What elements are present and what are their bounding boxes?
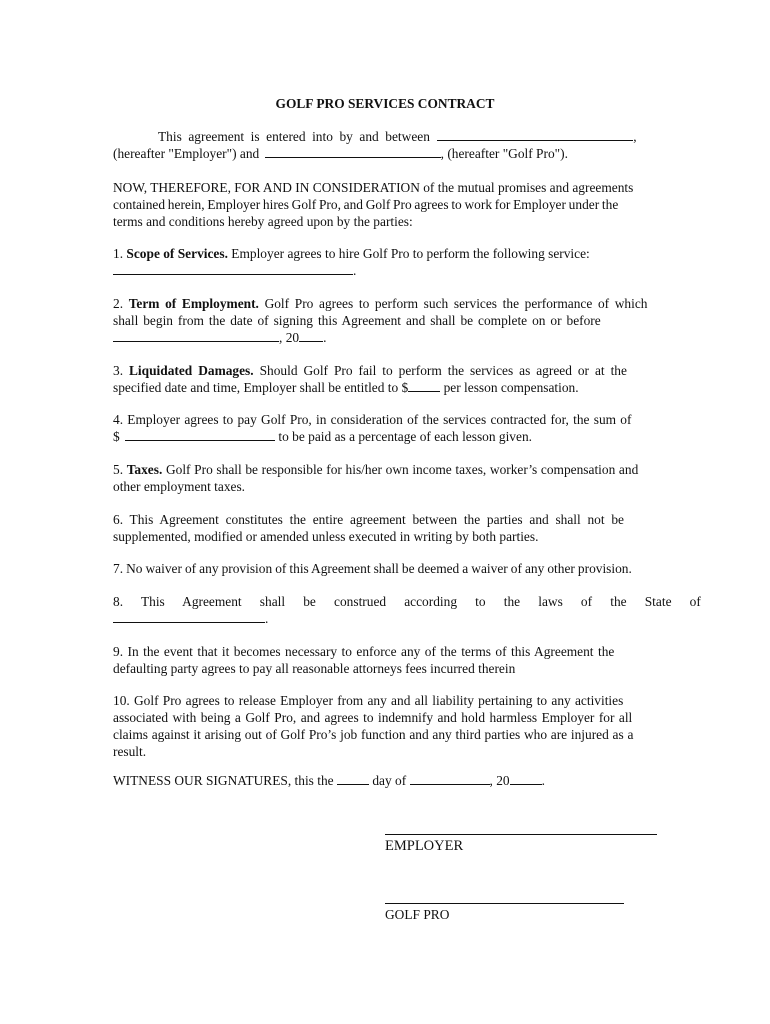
witness-year-prefix: , 20 [489, 773, 510, 788]
clause-4-payment [113, 411, 658, 445]
intro-line2-end: , (hereafter "Golf Pro"). [440, 146, 568, 161]
clause-5-line-2: other employment taxes. [113, 479, 246, 494]
clause-6-line-2: supplemented, modified or amended unless executed in writing by both parties. [113, 529, 539, 544]
clause-2-line-2: shall begin from the date of signing this Agreement and shall be complete on or before [113, 313, 601, 328]
clause-4-dollar: $ [113, 429, 120, 444]
employer-name-blank[interactable] [437, 128, 633, 141]
witness-end: . [541, 773, 545, 788]
clause-9-line-2: defaulting party agrees to pay all reasonable attorneys fees incurred therein [113, 661, 516, 676]
clause-3-line-2-end: per lesson compensation. [443, 380, 579, 395]
clause-6-line-1: 6. This Agreement constitutes the entire agreement between the parties and shall not be [113, 512, 624, 527]
per-lesson-amount-blank[interactable] [408, 379, 440, 392]
clause-2-line-1: Golf Pro agrees to perform such services the performance of which [264, 296, 648, 311]
clause-7-waiver [113, 560, 658, 577]
intro-line2-start: (hereafter "Employer") and [113, 146, 260, 161]
witness-day-blank[interactable] [337, 772, 369, 785]
recital-line-1: NOW, THEREFORE, FOR AND IN CONSIDERATION of the mutual promises and agreements [113, 180, 634, 195]
clause-5-heading: Taxes. [126, 462, 163, 477]
recital-line-3: terms and conditions hereby agreed upon by the parties: [113, 214, 413, 229]
clause-9-enforcement [113, 643, 658, 677]
clause-10-line-4: result. [113, 744, 147, 759]
clause-3-liquidated-damages [113, 362, 658, 396]
clause-2-year-prefix: , 20 [279, 330, 300, 345]
clause-1-heading: Scope of Services. [126, 246, 228, 261]
clause-6-entire-agreement [113, 511, 658, 545]
clause-3-number: 3. [113, 363, 124, 378]
intro-paragraph [113, 128, 658, 162]
witness-line [113, 772, 658, 789]
clause-10-release [113, 692, 658, 760]
payment-sum-blank[interactable] [125, 428, 275, 441]
completion-date-blank[interactable] [113, 329, 279, 342]
clause-2-number: 2. [113, 296, 124, 311]
witness-day-of: day of [372, 773, 407, 788]
clause-2-term [113, 295, 658, 346]
clause-8-end: . [265, 611, 269, 626]
clause-5-number: 5. [113, 462, 124, 477]
golf-pro-label: GOLF PRO [385, 907, 450, 922]
clause-4-line-2-end: to be paid as a percentage of each lesson given. [278, 429, 532, 444]
clause-8-line-1: 8. This Agreement shall be construed according to the laws of the State of [113, 594, 701, 609]
clause-8-governing-law [113, 593, 701, 627]
clause-2-heading: Term of Employment. [128, 296, 259, 311]
clause-1-scope [113, 245, 658, 279]
scope-of-services-blank[interactable] [113, 262, 353, 275]
golf-pro-name-blank[interactable] [265, 145, 441, 158]
recital-paragraph [113, 179, 658, 230]
completion-year-blank[interactable] [299, 329, 323, 342]
intro-line1-end: , [633, 129, 637, 144]
clause-2-end: . [323, 330, 327, 345]
clause-3-line-1: Should Golf Pro fail to perform the services as agreed or at the [259, 363, 627, 378]
intro-line1-text: This agreement is entered into by and between [158, 129, 430, 144]
clause-5-taxes [113, 461, 658, 495]
clause-9-line-1: 9. In the event that it becomes necessary to enforce any of the terms of this Agreement the [113, 644, 615, 659]
clause-10-line-3: claims against it arising out of Golf Pro’s job function and any third parties who are injured as a [113, 727, 634, 742]
clause-3-heading: Liquidated Damages. [129, 363, 254, 378]
state-blank[interactable] [113, 610, 265, 623]
clause-4-line-1: 4. Employer agrees to pay Golf Pro, in consideration of the services contracted for, the sum of [113, 412, 632, 427]
clause-3-line-2-start: specified date and time, Employer shall be entitled to $ [113, 380, 409, 395]
recital-line-2: contained herein, Employer hires Golf Pro, and Golf Pro agrees to work for Employer under the [113, 197, 619, 212]
employer-label: EMPLOYER [385, 838, 464, 854]
witness-year-blank[interactable] [510, 772, 542, 785]
golf-pro-signature-line[interactable] [385, 903, 624, 904]
employer-signature-line[interactable] [385, 834, 657, 835]
witness-month-blank[interactable] [410, 772, 490, 785]
clause-5-line-1: Golf Pro shall be responsible for his/her own income taxes, worker’s compensation and [165, 462, 639, 477]
clause-10-line-2: associated with being a Golf Pro, and agrees to indemnify and hold harmless Employer for all [113, 710, 633, 725]
clause-10-line-1: 10. Golf Pro agrees to release Employer from any and all liability pertaining to any activities [113, 693, 624, 708]
clause-1-text: Employer agrees to hire Golf Pro to perform the following service: [231, 246, 590, 261]
page-title: GOLF PRO SERVICES CONTRACT [275, 96, 495, 111]
clause-1-number: 1. [113, 246, 124, 261]
clause-1-end: . [353, 263, 357, 278]
clause-7-text: 7. No waiver of any provision of this Agreement shall be deemed a waiver of any other provision. [113, 561, 632, 576]
witness-start: WITNESS OUR SIGNATURES, this the [113, 773, 334, 788]
